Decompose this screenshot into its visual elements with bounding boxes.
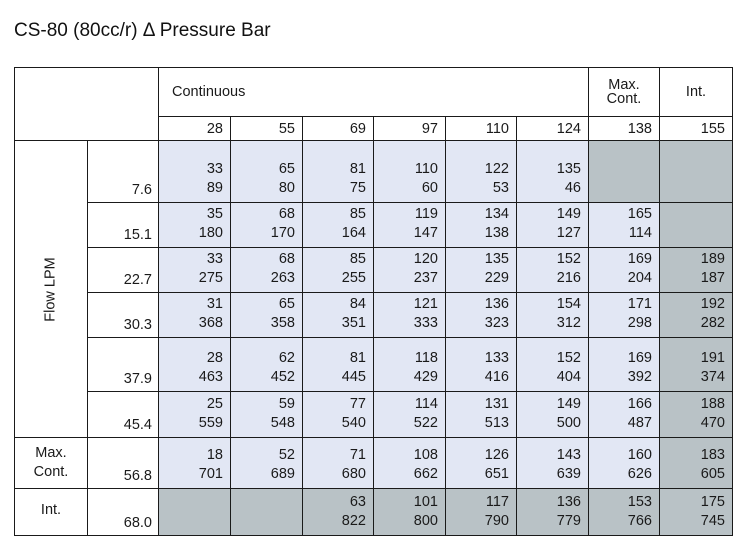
value-cell (660, 392, 733, 438)
cell-value-bottom: 416 (484, 369, 509, 385)
cell-value-top: 191 (700, 350, 725, 366)
cell-value-top: 119 (414, 206, 438, 222)
value-cell (159, 338, 231, 392)
value-cell (589, 489, 660, 536)
value-cell (231, 489, 303, 536)
cell-value-top: 77 (349, 396, 366, 412)
value-cell (589, 141, 660, 203)
table-row (15, 141, 733, 203)
cell-value-top: 118 (414, 350, 438, 366)
value-cell (517, 392, 589, 438)
cell-value-bottom: 80 (278, 180, 295, 196)
value-cell (374, 203, 446, 248)
cell-value-top: 121 (413, 296, 438, 312)
cell-value-top: 65 (278, 161, 295, 177)
value-cell (660, 141, 733, 203)
cell-value-top: 122 (484, 161, 509, 177)
cell-value-bottom: 282 (700, 315, 725, 331)
cell-value-bottom: 392 (627, 369, 652, 385)
cell-value-top: 152 (556, 350, 581, 366)
cell-value-bottom: 745 (700, 513, 725, 529)
value-cell (159, 438, 231, 489)
flow-value: 45.4 (88, 392, 159, 438)
pressure-value: 110 (446, 117, 517, 141)
flow-value: 37.9 (88, 338, 159, 392)
cell-value-bottom: 487 (627, 415, 652, 431)
value-cell (159, 392, 231, 438)
pressure-flow-table (14, 67, 733, 536)
value-cell (446, 203, 517, 248)
cell-value-bottom: 559 (198, 415, 223, 431)
cell-value-bottom: 170 (270, 225, 295, 241)
cell-value-bottom: 298 (627, 315, 652, 331)
cell-value-bottom: 651 (484, 466, 509, 482)
cell-value-top: 117 (485, 494, 509, 510)
cell-value-bottom: 548 (270, 415, 295, 431)
cell-value-bottom: 216 (556, 270, 581, 286)
max-cont-row-label-line: Cont. (33, 464, 69, 480)
value-cell (660, 203, 733, 248)
flow-lpm-label (15, 141, 88, 438)
cell-value-bottom: 513 (484, 415, 509, 431)
cell-value-bottom: 368 (198, 315, 223, 331)
cell-value-bottom: 187 (700, 270, 725, 286)
cell-value-top: 171 (627, 296, 652, 312)
cell-value-bottom: 445 (341, 369, 366, 385)
cell-value-top: 68 (278, 251, 295, 267)
cell-value-top: 31 (206, 296, 223, 312)
table-row (15, 293, 733, 338)
cell-value-top: 154 (556, 296, 581, 312)
cell-value-bottom: 60 (421, 180, 438, 196)
cell-value-top: 81 (349, 350, 366, 366)
cell-value-bottom: 605 (700, 466, 725, 482)
cell-value-top: 143 (556, 447, 581, 463)
value-cell (660, 438, 733, 489)
cell-value-top: 52 (278, 447, 295, 463)
cell-value-bottom: 312 (556, 315, 581, 331)
cell-value-bottom: 452 (270, 369, 295, 385)
cell-value-top: 85 (349, 251, 366, 267)
value-cell (589, 338, 660, 392)
cell-value-top: 81 (349, 161, 366, 177)
cell-value-bottom: 689 (270, 466, 295, 482)
value-cell (231, 293, 303, 338)
max-cont-row-label-line: Max. (35, 445, 67, 461)
cell-value-top: 120 (413, 251, 438, 267)
cell-value-bottom: 358 (270, 315, 295, 331)
cell-value-top: 149 (556, 206, 581, 222)
cell-value-bottom: 75 (349, 180, 366, 196)
cell-value-top: 84 (349, 296, 366, 312)
value-cell (589, 203, 660, 248)
cell-value-top: 134 (484, 206, 509, 222)
value-cell (446, 489, 517, 536)
cell-value-bottom: 229 (484, 270, 509, 286)
int-header: Int. (660, 68, 733, 117)
table-row (15, 203, 733, 248)
cell-value-top: 131 (484, 396, 509, 412)
value-cell (374, 438, 446, 489)
value-cell (374, 338, 446, 392)
header-row (15, 68, 733, 117)
cell-value-bottom: 53 (492, 180, 509, 196)
cell-value-top: 35 (206, 206, 223, 222)
cell-value-bottom: 800 (413, 513, 438, 529)
cell-value-top: 133 (484, 350, 509, 366)
value-cell (446, 338, 517, 392)
value-cell (374, 248, 446, 293)
cell-value-top: 135 (556, 161, 581, 177)
continuous-header: Continuous (159, 68, 589, 117)
cell-value-bottom: 374 (700, 369, 725, 385)
cell-value-bottom: 404 (556, 369, 581, 385)
cell-value-top: 149 (556, 396, 581, 412)
cell-value-bottom: 639 (556, 466, 581, 482)
cell-value-top: 165 (627, 206, 652, 222)
cell-value-bottom: 351 (341, 315, 366, 331)
value-cell (303, 338, 374, 392)
cell-value-bottom: 138 (484, 225, 509, 241)
flow-lpm-text: Flow LPM (42, 256, 59, 322)
pressure-value: 69 (303, 117, 374, 141)
value-cell (303, 489, 374, 536)
value-cell (517, 141, 589, 203)
value-cell (231, 338, 303, 392)
cell-value-top: 175 (700, 494, 725, 510)
value-cell (589, 248, 660, 293)
cell-value-top: 114 (414, 396, 438, 412)
table-row (15, 489, 733, 536)
value-cell (446, 141, 517, 203)
flow-value: 56.8 (88, 438, 159, 489)
cell-value-bottom: 626 (627, 466, 652, 482)
cell-value-top: 136 (484, 296, 509, 312)
cell-value-top: 59 (278, 396, 295, 412)
cell-value-bottom: 429 (413, 369, 438, 385)
cell-value-top: 25 (206, 396, 223, 412)
cell-value-bottom: 164 (341, 225, 366, 241)
cell-value-top: 65 (278, 296, 295, 312)
value-cell (517, 338, 589, 392)
value-cell (446, 248, 517, 293)
cell-value-top: 63 (349, 494, 366, 510)
cell-value-top: 85 (349, 206, 366, 222)
max-cont-row-label (15, 438, 88, 489)
value-cell (517, 293, 589, 338)
cell-value-bottom: 114 (628, 225, 652, 241)
table-corner (15, 68, 159, 141)
cell-value-bottom: 147 (413, 225, 438, 241)
value-cell (303, 203, 374, 248)
cell-value-bottom: 779 (556, 513, 581, 529)
cell-value-bottom: 500 (556, 415, 581, 431)
value-cell (517, 489, 589, 536)
value-cell (231, 392, 303, 438)
cell-value-bottom: 180 (198, 225, 223, 241)
pressure-value: 55 (231, 117, 303, 141)
value-cell (446, 392, 517, 438)
cell-value-bottom: 237 (413, 270, 438, 286)
cell-value-top: 68 (278, 206, 295, 222)
cell-value-top: 152 (556, 251, 581, 267)
value-cell (589, 438, 660, 489)
cell-value-top: 28 (206, 350, 223, 366)
value-cell (517, 248, 589, 293)
cell-value-bottom: 255 (341, 270, 366, 286)
page-title: CS-80 (80cc/r) Δ Pressure Bar (14, 20, 271, 41)
cell-value-bottom: 333 (413, 315, 438, 331)
cell-value-top: 110 (414, 161, 438, 177)
cell-value-top: 33 (206, 161, 223, 177)
value-cell (374, 141, 446, 203)
cell-value-bottom: 204 (627, 270, 652, 286)
value-cell (589, 392, 660, 438)
value-cell (231, 248, 303, 293)
table-row (15, 392, 733, 438)
max-cont-header (589, 68, 660, 117)
cell-value-top: 101 (413, 494, 438, 510)
value-cell (446, 293, 517, 338)
value-cell (660, 489, 733, 536)
cell-value-top: 169 (627, 251, 652, 267)
cell-value-bottom: 89 (206, 180, 223, 196)
value-cell (303, 438, 374, 489)
value-cell (231, 203, 303, 248)
cell-value-top: 18 (206, 447, 223, 463)
value-cell (517, 438, 589, 489)
pressure-value: 155 (660, 117, 733, 141)
cell-value-top: 183 (700, 447, 725, 463)
pressure-value: 124 (517, 117, 589, 141)
int-row-label: Int. (15, 489, 88, 536)
cell-value-bottom: 766 (627, 513, 652, 529)
value-cell (303, 248, 374, 293)
value-cell (660, 338, 733, 392)
flow-value: 30.3 (88, 293, 159, 338)
cell-value-top: 192 (700, 296, 725, 312)
cell-value-top: 169 (627, 350, 652, 366)
cell-value-top: 126 (484, 447, 509, 463)
value-cell (303, 293, 374, 338)
value-cell (231, 438, 303, 489)
value-cell (374, 489, 446, 536)
cell-value-bottom: 263 (270, 270, 295, 286)
cell-value-bottom: 540 (341, 415, 366, 431)
cell-value-top: 153 (627, 494, 652, 510)
cell-value-bottom: 680 (341, 466, 366, 482)
cell-value-bottom: 470 (700, 415, 725, 431)
pressure-value: 28 (159, 117, 231, 141)
cell-value-bottom: 127 (556, 225, 581, 241)
cell-value-bottom: 790 (484, 513, 509, 529)
cell-value-top: 136 (556, 494, 581, 510)
pressure-value: 97 (374, 117, 446, 141)
flow-value: 7.6 (88, 141, 159, 203)
pressure-value: 138 (589, 117, 660, 141)
cell-value-bottom: 822 (341, 513, 366, 529)
cell-value-top: 135 (484, 251, 509, 267)
max-cont-header-line: Max. (608, 77, 640, 93)
value-cell (159, 293, 231, 338)
cell-value-bottom: 323 (484, 315, 509, 331)
cell-value-top: 160 (627, 447, 652, 463)
cell-value-bottom: 275 (198, 270, 223, 286)
value-cell (303, 392, 374, 438)
cell-value-top: 166 (627, 396, 652, 412)
cell-value-top: 108 (413, 447, 438, 463)
value-cell (517, 203, 589, 248)
table-row (15, 338, 733, 392)
cell-value-top: 189 (700, 251, 725, 267)
value-cell (446, 438, 517, 489)
value-cell (660, 293, 733, 338)
cell-value-top: 33 (206, 251, 223, 267)
value-cell (159, 489, 231, 536)
cell-value-top: 62 (278, 350, 295, 366)
value-cell (159, 248, 231, 293)
cell-value-bottom: 46 (564, 180, 581, 196)
flow-value: 15.1 (88, 203, 159, 248)
cell-value-top: 188 (700, 396, 725, 412)
value-cell (374, 293, 446, 338)
value-cell (589, 293, 660, 338)
flow-value: 22.7 (88, 248, 159, 293)
value-cell (303, 141, 374, 203)
flow-value: 68.0 (88, 489, 159, 536)
cell-value-bottom: 463 (198, 369, 223, 385)
value-cell (159, 141, 231, 203)
cell-value-top: 71 (349, 447, 366, 463)
cell-value-bottom: 662 (413, 466, 438, 482)
max-cont-header-line: Cont. (606, 91, 642, 107)
value-cell (159, 203, 231, 248)
value-cell (231, 141, 303, 203)
table-row (15, 248, 733, 293)
value-cell (660, 248, 733, 293)
cell-value-bottom: 522 (413, 415, 438, 431)
value-cell (374, 392, 446, 438)
table-row (15, 438, 733, 489)
cell-value-bottom: 701 (198, 466, 223, 482)
